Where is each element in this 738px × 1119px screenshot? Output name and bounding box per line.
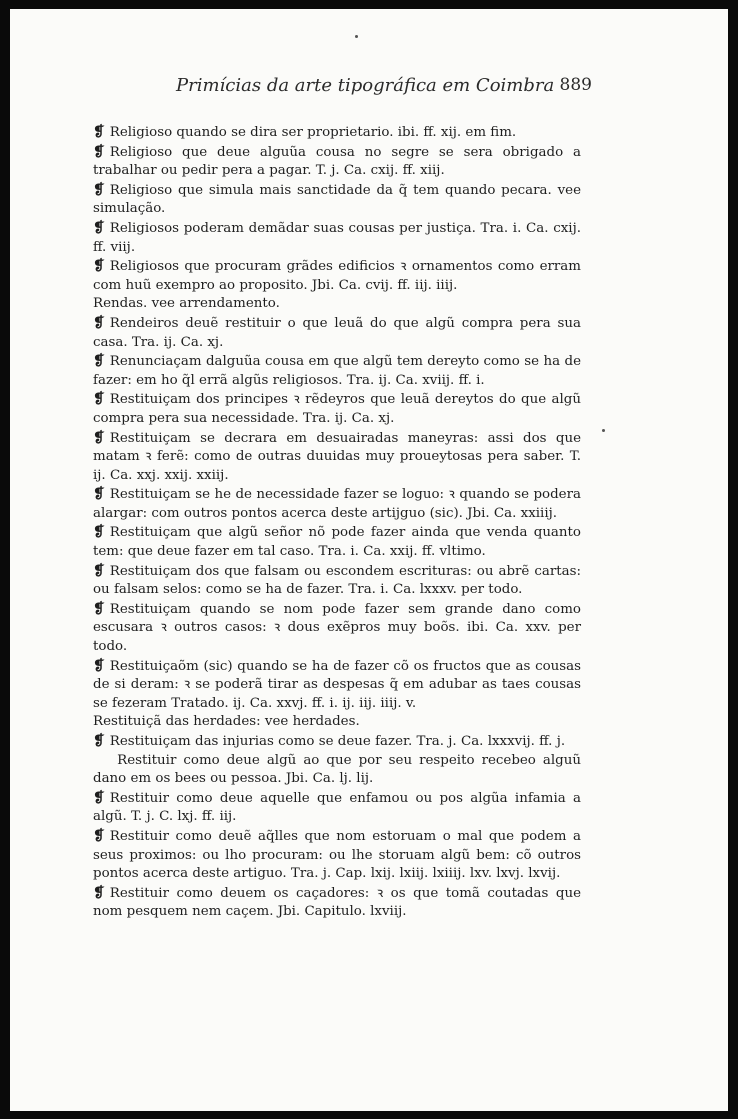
print-speck (602, 429, 605, 432)
index-entry: ❡ Restituiçam que algũ señor nõ pode fazer ainda que venda quanto tem: que deue fazer em tal caso. Tra. i. Ca. xxij. ff. vltimo. (93, 524, 581, 560)
pilcrow-icon: ❡ (93, 429, 105, 446)
index-entry: Restituiçã das herdades: vee herdades. (93, 714, 360, 730)
pilcrow-icon: ❡ (93, 486, 105, 503)
pilcrow-icon: ❡ (93, 258, 105, 275)
pilcrow-icon: ❡ (93, 733, 105, 749)
index-entry: ❡ Religioso que simula mais sanctidade da q̃ tem quando pecara. vee simulação. (93, 181, 581, 217)
pilcrow-icon: ❡ (93, 391, 105, 408)
print-speck (355, 35, 358, 38)
pilcrow-icon: ❡ (93, 657, 105, 674)
index-entry: ❡ Renunciaçam dalguũa cousa em que algũ tem dereyto como se ha de fazer: em ho q̃l errã algũs religiosos. Tra. ij. Ca. xviij. ff. i. (93, 353, 581, 388)
index-entry: ❡ Restituir como deue aquelle que enfamou ou pos algũa infamia a algũ. T. j. C. lxj. ff. iij. (93, 789, 581, 825)
pilcrow-icon: ❡ (93, 884, 105, 901)
index-entry: ❡ Religioso quando se dira ser proprietario. ibi. ff. xij. em fim. (93, 124, 517, 140)
index-entry: ❡ Restituir como deuem os caçadores: ꝛ os que tomã coutadas que nom pesquem nem caçem. Jbi. Capitulo. lxviij. (93, 884, 581, 920)
pilcrow-icon: ❡ (93, 219, 105, 236)
index-entry: ❡ Restituiçam dos que falsam ou escondem escrituras: ou abrẽ cartas: ou falsam selos: como se ha de fazer. Tra. i. Ca. lxxxv. per todo. (93, 562, 581, 598)
pilcrow-icon: ❡ (93, 562, 105, 579)
book-page (10, 9, 728, 1111)
index-entry: ❡ Restituiçam se decrara em desuairadas maneyras: assi dos que matam ꝛ ferẽ: como de outras duuidas muy proueytosas pera saber. T. ij. Ca. xxj. xxij. xxiij. (93, 429, 581, 483)
pilcrow-icon: ❡ (93, 827, 105, 844)
index-entry: ❡ Restituir como deuẽ aq̃lles que nom estoruam o mal que podem a seus proximos: ou lho procuram: ou lhe storuam algũ bem: cõ outros pontos acerca deste artiguo. Tra. j. Cap. lxij. lxiij. lxiiij. lxv. lxvj. lxvij. (93, 827, 581, 882)
pilcrow-icon: ❡ (93, 524, 105, 541)
index-entry: ❡ Restituiçam quando se nom pode fazer sem grande dano como escusara ꝛ outros casos: ꝛ dous exẽpros muy boõs. ibi. Ca. xxv. per todo. (93, 600, 581, 655)
index-entry: ❡ Restituiçam das injurias como se deue fazer. Tra. j. Ca. lxxxvij. ff. j. (93, 733, 566, 749)
running-title: Primícias da arte tipográfica em Coimbra (176, 75, 555, 96)
pilcrow-icon: ❡ (93, 181, 105, 198)
pilcrow-icon: ❡ (93, 600, 105, 617)
index-entry: ❡ Restituiçam se he de necessidade fazer se loguo: ꝛ quando se podera alargar: com outros pontos acerca deste artijguo (sic). Jbi. Ca. xxiiij. (93, 486, 581, 521)
index-entry: Restituir como deue algũ ao que por seu respeito recebeo alguũ dano em os bees ou pessoa. Jbi. Ca. lj. lij. (93, 752, 581, 787)
index-entry: ❡ Rendeiros deuẽ restituir o que leuã do que algũ compra pera sua casa. Tra. ij. Ca. xj. (93, 314, 581, 350)
pilcrow-icon: ❡ (93, 353, 105, 370)
pilcrow-icon: ❡ (93, 789, 105, 806)
index-entry: Rendas. vee arrendamento. (93, 296, 280, 312)
page-header (176, 75, 592, 103)
index-entries (93, 123, 581, 922)
pilcrow-icon: ❡ (93, 143, 105, 160)
index-entry: ❡ Religiosos poderam demãdar suas cousas per justiça. Tra. i. Ca. cxij. ff. viij. (93, 219, 581, 255)
pilcrow-icon: ❡ (93, 314, 105, 331)
index-entry: ❡ Restituiçaõm (sic) quando se ha de fazer cõ os fructos que as cousas de si deram: ꝛ se poderã tirar as despesas q̃ em adubar as taes cousas se fezeram Tratado. ij. Ca. xxvj. ff. i. ij. iij. iiij. v. (93, 657, 581, 711)
index-entry: ❡ Religioso que deue alguũa cousa no segre se sera obrigado a trabalhar ou pedir pera a pagar. T. j. Ca. cxij. ff. xiij. (93, 143, 581, 179)
index-entry: ❡ Restituiçam dos principes ꝛ rẽdeyros que leuã dereytos do que algũ compra pera sua necessidade. Tra. ij. Ca. xj. (93, 391, 581, 426)
index-entry: ❡ Religiosos que procuram grãdes edificios ꝛ ornamentos como erram com huũ exempro ao proposito. Jbi. Ca. cvij. ff. iij. iiij. (93, 258, 581, 293)
page-number: 889 (559, 75, 592, 95)
pilcrow-icon: ❡ (93, 124, 105, 140)
